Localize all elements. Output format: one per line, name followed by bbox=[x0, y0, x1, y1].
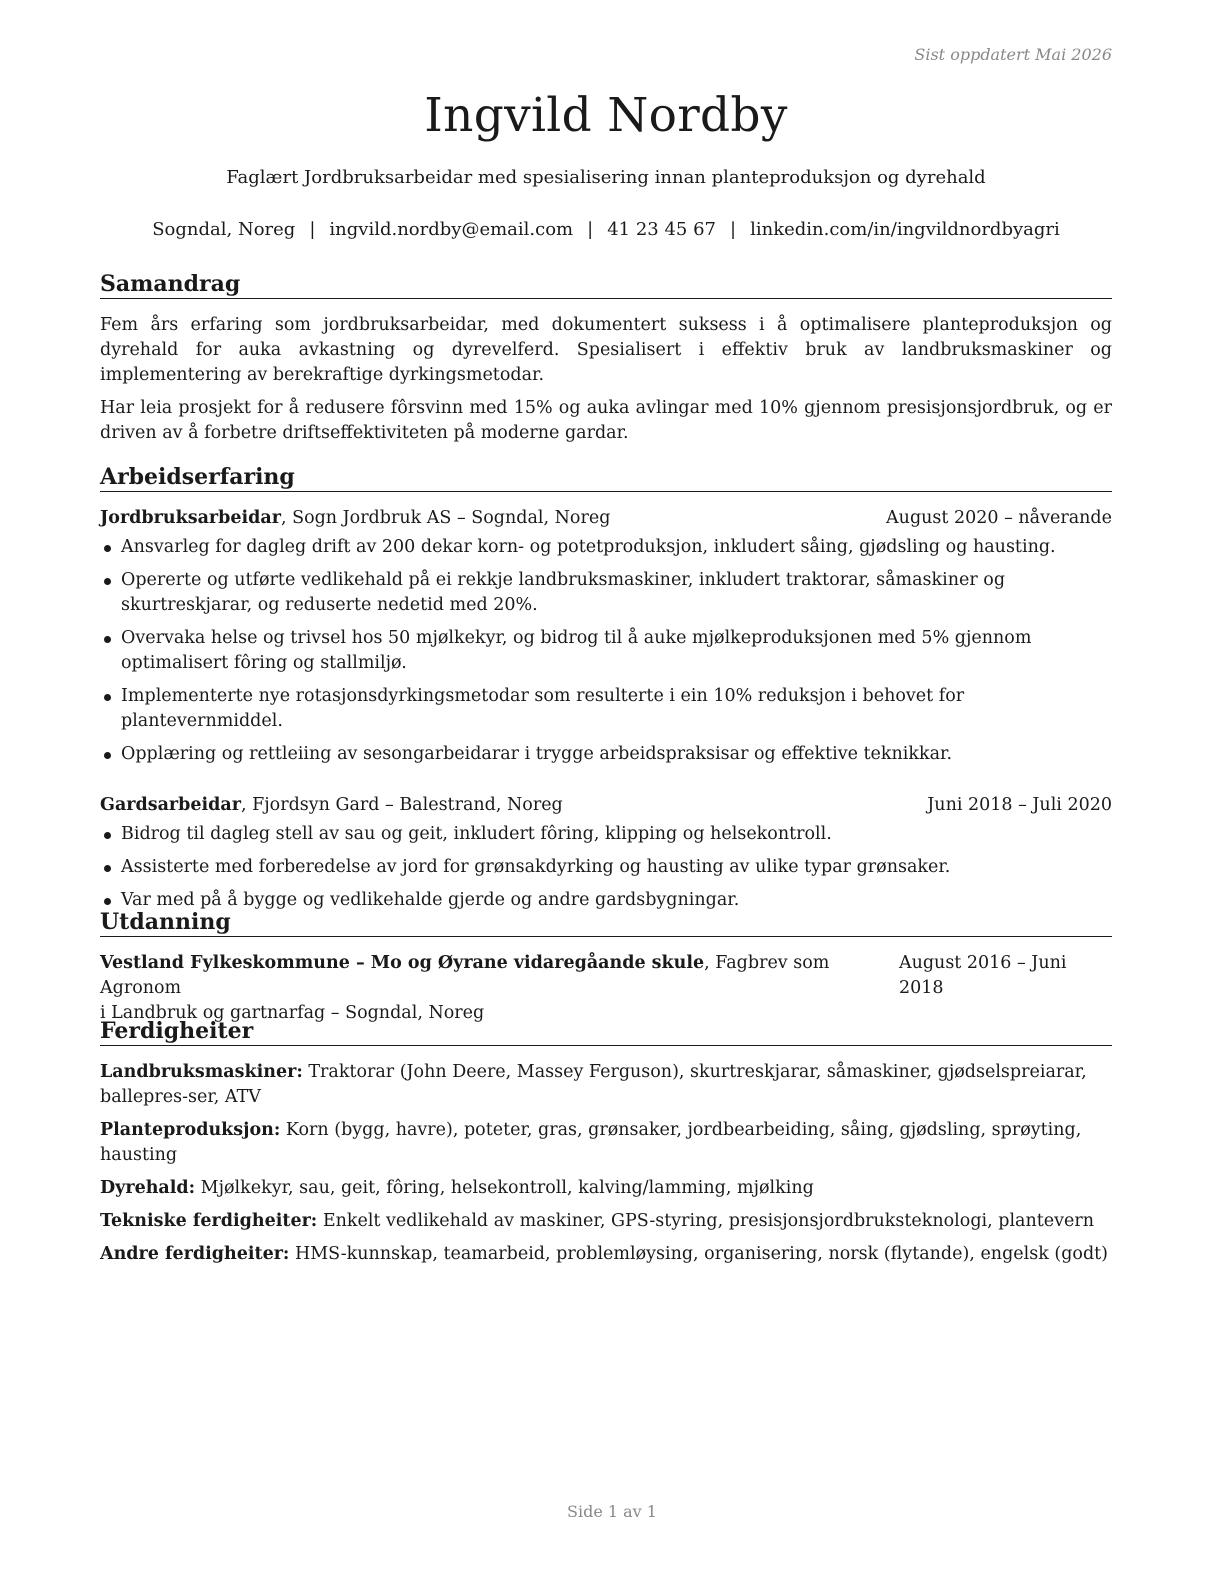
summary-section bbox=[100, 270, 1112, 446]
list-item: Overvaka helse og trivsel hos 50 mjølkekyr, og bidrog til å auke mjølkeproduksjonen med 5% gjennom optimalisert fôring og stallmiljø. bbox=[100, 626, 1112, 676]
contact-phone: 41 23 45 67 bbox=[607, 219, 717, 240]
education-heading: Utdanning bbox=[100, 908, 1112, 937]
contact-separator: | bbox=[309, 219, 316, 240]
job-bullets bbox=[100, 822, 1112, 913]
job-title: Jordbruksarbeidar bbox=[100, 508, 281, 528]
education-institution: Vestland Fylkeskommune – Mo og Øyrane vidaregåande skule bbox=[100, 953, 705, 973]
contact-email[interactable]: ingvild.nordby@email.com bbox=[329, 219, 574, 240]
job-dates: August 2020 – nåverande bbox=[886, 508, 1112, 528]
skill-text: Enkelt vedlikehald av maskiner, GPS-styring, presisjonsjordbruksteknologi, plantevern bbox=[317, 1211, 1095, 1231]
job-entry bbox=[100, 506, 1112, 767]
job-employer: , Sogn Jordbruk AS – Sogndal, Noreg bbox=[280, 508, 611, 528]
job-title: Gardsarbeidar bbox=[100, 795, 241, 815]
contact-location: Sogndal, Noreg bbox=[152, 219, 296, 240]
skill-row bbox=[100, 1060, 1112, 1110]
skill-row bbox=[100, 1176, 1112, 1201]
person-name: Ingvild Nordby bbox=[424, 88, 788, 143]
summary-paragraph: Fem års erfaring som jordbruksarbeidar, med dokumentert suksess i å optimalisere planteproduksjon og dyrehald for auka avkastning og dyrevelferd. Spesialisert i effektiv bruk av landbruksmaskiner og implementering av berekraftige dyrkingsmetodar. bbox=[100, 315, 1112, 385]
list-item: Bidrog til dagleg stell av sau og geit, inkludert fôring, klipping og helsekontroll. bbox=[100, 822, 1112, 847]
skill-text: Mjølkekyr, sau, geit, fôring, helsekontroll, kalving/lamming, mjølking bbox=[195, 1178, 814, 1198]
list-item: Assisterte med forberedelse av jord for grønsakdyrking og hausting av ulike typar grønsaker. bbox=[100, 855, 1112, 880]
skills-heading: Ferdigheiter bbox=[100, 1017, 1112, 1046]
skill-row bbox=[100, 1209, 1112, 1234]
tagline: Faglært Jordbruksarbeidar med spesialisering innan planteproduksjon og dyrehald bbox=[226, 167, 986, 188]
list-item: Var med på å bygge og vedlikehalde gjerde og andre gardsbygningar. bbox=[100, 888, 1112, 913]
skill-label: Dyrehald: bbox=[100, 1178, 196, 1198]
skill-text: Korn (bygg, havre), poteter, gras, grønsaker, jordbearbeiding, såing, gjødsling, sprøyting, hausting bbox=[100, 1120, 1082, 1165]
contact-separator: | bbox=[587, 219, 594, 240]
summary-paragraph: Har leia prosjekt for å redusere fôrsvinn med 15% og auka avlingar med 10% gjennom presisjonsjordbruk, og er driven av å forbetre driftseffektiviteten på moderne gardar. bbox=[100, 398, 1112, 443]
education-section bbox=[100, 908, 1112, 1026]
skill-label: Planteproduksjon: bbox=[100, 1120, 281, 1140]
job-bullets bbox=[100, 535, 1112, 767]
education-dates: August 2016 – Juni 2018 bbox=[898, 953, 1067, 998]
skills-list bbox=[100, 1060, 1112, 1267]
skill-row bbox=[100, 1242, 1112, 1267]
skill-label: Tekniske ferdigheiter: bbox=[100, 1211, 318, 1231]
list-item: Implementerte nye rotasjonsdyrkingsmetodar som resulterte i ein 10% reduksjon i behovet for plantevernmiddel. bbox=[100, 684, 1112, 734]
job-dates: Juni 2018 – Juli 2020 bbox=[927, 795, 1112, 815]
job-header bbox=[100, 506, 1112, 531]
education-degree-continued: i Landbruk og gartnarfag – Sogndal, Noreg bbox=[100, 1003, 485, 1023]
skill-label: Andre ferdigheiter: bbox=[100, 1244, 290, 1264]
summary-heading: Samandrag bbox=[100, 270, 1112, 299]
skill-label: Landbruksmaskiner: bbox=[100, 1062, 303, 1082]
skill-row bbox=[100, 1118, 1112, 1168]
job-entry bbox=[100, 793, 1112, 913]
job-employer: , Fjordsyn Gard – Balestrand, Noreg bbox=[240, 795, 563, 815]
experience-section bbox=[100, 463, 1112, 913]
list-item: Opererte og utførte vedlikehald på ei rekkje landbruksmaskiner, inkludert traktorar, såmaskiner og skurtreskjarar, og reduserte nedetid med 20%. bbox=[100, 568, 1112, 618]
skill-text: Traktorar (John Deere, Massey Ferguson), skurtreskjarar, såmaskiner, gjødselspreiarar, ballepres-ser, ATV bbox=[100, 1062, 1087, 1107]
skill-text: HMS-kunnskap, teamarbeid, problemløysing, organisering, norsk (flytande), engelsk (godt) bbox=[289, 1244, 1109, 1264]
contact-linkedin[interactable]: linkedin.com/in/ingvildnordbyagri bbox=[750, 219, 1060, 240]
last-updated: Sist oppdatert Mai 2026 bbox=[914, 45, 1112, 64]
list-item: Ansvarleg for dagleg drift av 200 dekar korn- og potetproduksjon, inkludert såing, gjødsling og hausting. bbox=[100, 535, 1112, 560]
page-number: Side 1 av 1 bbox=[567, 1502, 657, 1521]
skills-section bbox=[100, 1017, 1112, 1275]
job-header bbox=[100, 793, 1112, 818]
contact-separator: | bbox=[730, 219, 737, 240]
experience-heading: Arbeidserfaring bbox=[100, 463, 1112, 492]
contact-line bbox=[100, 219, 1112, 240]
list-item: Opplæring og rettleiing av sesongarbeidarar i trygge arbeidspraksisar og effektive teknikkar. bbox=[100, 742, 1112, 767]
education-entry bbox=[100, 951, 1112, 1026]
education-degree: , Fagbrev som Agronom bbox=[100, 953, 830, 998]
